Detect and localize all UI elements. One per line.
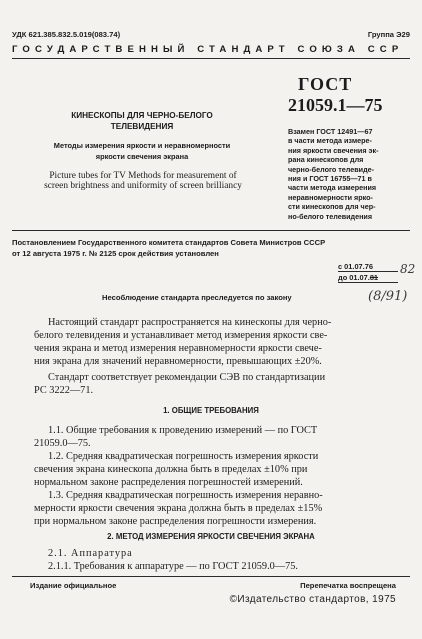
standard-name-line2: ТЕЛЕВИДЕНИЯ	[110, 122, 174, 131]
clause-line: свечения экрана кинескопа должна быть в пределах ±10% при	[34, 464, 308, 475]
title-block	[26, 110, 258, 132]
state-standard-banner: ГОСУДАРСТВЕННЫЙ СТАНДАРТ СОЮЗА ССР	[12, 44, 404, 55]
replacement-line: ния яркости свечения эк-	[288, 145, 379, 155]
replacement-line: ния и ГОСТ 16755—71 в	[288, 174, 372, 184]
clause-line: при нормальном законе распределения погрешности измерения.	[34, 516, 317, 527]
intro-paragraph	[34, 316, 396, 368]
clause-2-1	[34, 547, 396, 573]
subtitle-line1: Методы измерения яркости и неравномерности	[53, 141, 231, 150]
subtitle-line2: яркости свечения экрана	[95, 152, 189, 161]
english-title-line1: Picture tubes for TV Methods for measurement of	[49, 171, 237, 181]
clause-1-2	[34, 450, 396, 489]
clause-line: 1.3. Средняя квадратическая погрешность измерения неравно-	[48, 490, 323, 501]
gost-label: ГОСТ	[298, 74, 353, 94]
section2-heading: 2. МЕТОД ИЗМЕРЕНИЯ ЯРКОСТИ СВЕЧЕНИЯ ЭКРАНА	[107, 532, 315, 541]
intro-line: Настоящий стандарт распространяется на кинескопы для черно-	[48, 317, 332, 328]
clause-line: мерности яркости свечения экрана должна быть в пределах ±15%	[34, 503, 323, 514]
copyright: ©Издательство стандартов, 1975	[229, 594, 396, 605]
intro-line: ния экрана для значений неравномерности, превышающих ±20%.	[34, 356, 322, 367]
clause-line: 2.1.1. Требования к аппаратуре — по ГОСТ 21059.0—75.	[48, 561, 298, 572]
footer-rule	[12, 576, 410, 577]
english-title-line2: screen brightness and uniformity of screen brilliancy	[44, 181, 242, 192]
replacement-line: в части метода измере-	[288, 136, 372, 146]
clause-line: 1.2. Средняя квадратическая погрешность измерения яркости	[48, 451, 319, 462]
clause-1-3	[34, 489, 396, 528]
handwritten-mark: (8/91)	[368, 289, 408, 304]
subtitle-block	[26, 140, 258, 162]
decree-line2: от 12 августа 1975 г. № 2125 срок действия установлен	[12, 248, 219, 258]
cmea-line: РС 3222—71.	[34, 385, 94, 396]
replacement-note	[288, 127, 410, 221]
decree-rule	[12, 230, 410, 231]
replacement-line: черно-белого телевиде-	[288, 164, 375, 174]
replacement-line: рана кинескопов для	[288, 155, 364, 165]
decree-text	[12, 238, 325, 259]
legal-warning: Несоблюдение стандарта преследуется по закону	[102, 293, 292, 302]
replacement-line: неравномерности ярко-	[288, 192, 373, 202]
handwritten-correction: 82	[400, 262, 416, 276]
clause-line: 2.1. Аппаратура	[48, 548, 133, 559]
intro-line: чения экрана и метод измерения неравномерности яркости свече-	[34, 343, 322, 354]
udk-code: УДК 621.385.832.5.019(083.74)	[12, 30, 121, 39]
clause-line: 1.1. Общие требования к проведению измерений — по ГОСТ	[48, 425, 318, 436]
gost-number: 21059.1—75	[288, 95, 383, 115]
valid-from: с 01.07.76	[338, 262, 398, 272]
decree-line1: Постановлением Государственного комитета стандартов Совета Министров СССР	[12, 238, 326, 247]
official-edition: Издание официальное	[30, 581, 117, 590]
replacement-line: Взамен ГОСТ 12491—67	[288, 127, 373, 136]
valid-to-prefix: до 01.07.	[338, 273, 370, 282]
english-title	[24, 171, 262, 192]
section1-heading: 1. ОБЩИЕ ТРЕБОВАНИЯ	[163, 406, 259, 415]
valid-to	[338, 273, 398, 283]
header-rule	[12, 58, 410, 59]
clause-line: нормальном законе распределения погрешностей измерений.	[34, 477, 303, 488]
intro-line: белого телевидения и устанавливает метод измерения яркости све-	[34, 330, 328, 341]
reprint-prohibited: Перепечатка воспрещена	[300, 581, 396, 590]
replacement-line: части метода измерения	[288, 183, 377, 193]
clause-line: 21059.0—75.	[34, 438, 91, 449]
cmea-paragraph	[34, 371, 396, 397]
clause-1-1	[34, 424, 396, 450]
valid-to-year: 81	[369, 273, 379, 282]
group-code: Группа Э29	[367, 30, 410, 39]
replacement-line: сти кинескопов для чер-	[288, 202, 376, 212]
standard-name-line1: КИНЕСКОПЫ ДЛЯ ЧЕРНО-БЕЛОГО	[71, 111, 213, 120]
replacement-line: но-белого телевидения	[288, 211, 373, 221]
cmea-line: Стандарт соответствует рекомендации СЭВ по стандартизации	[48, 372, 326, 383]
